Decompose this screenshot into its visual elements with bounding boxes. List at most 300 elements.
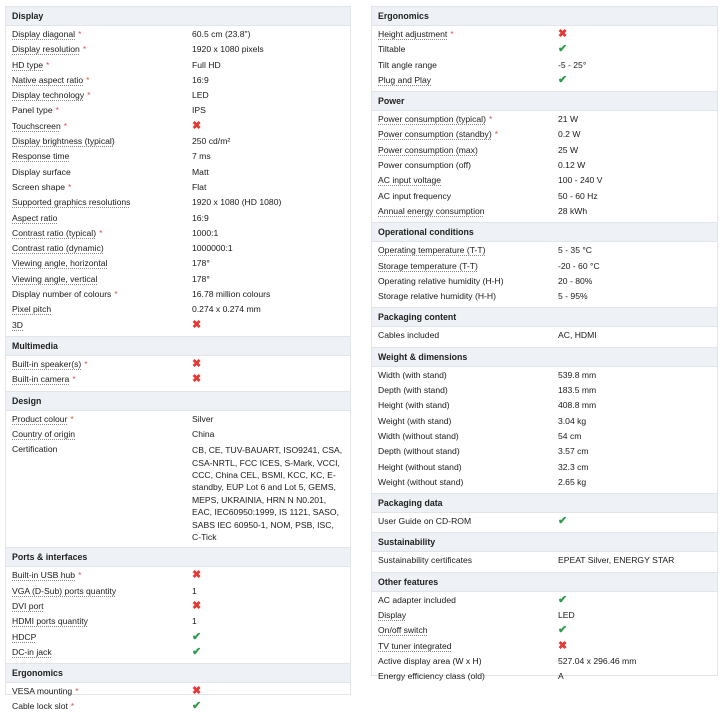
spec-label: Cables included	[378, 330, 440, 341]
spec-label[interactable]: DVI port	[12, 600, 44, 611]
spec-label-cell	[6, 287, 192, 302]
spec-row	[6, 272, 350, 287]
spec-label-cell	[6, 119, 192, 134]
spec-row	[372, 475, 717, 490]
spec-value: 21 W	[558, 114, 579, 125]
spec-label: Cable lock slot	[12, 701, 68, 712]
spec-label-cell	[6, 412, 192, 427]
spec-label-cell	[6, 427, 192, 442]
required-asterisk: *	[494, 129, 499, 140]
section-heading: Weight & dimensions	[372, 347, 717, 367]
spec-label-cell	[372, 608, 558, 623]
spec-label-cell	[372, 328, 558, 343]
spec-label: Energy efficiency class (old)	[378, 671, 485, 682]
spec-label-cell	[6, 318, 192, 333]
spec-label-cell	[6, 568, 192, 583]
spec-label-cell	[6, 134, 192, 149]
spec-row	[372, 608, 717, 623]
spec-value: 1920 x 1080 (HD 1080)	[192, 197, 282, 208]
spec-value: 408.8 mm	[558, 400, 597, 411]
section-heading: Sustainability	[372, 532, 717, 552]
spec-value: 32.3 cm	[558, 461, 589, 472]
spec-label: Depth (with stand)	[378, 385, 448, 396]
required-asterisk: *	[450, 29, 454, 39]
section-other-features	[372, 572, 717, 688]
spec-value: 1000:1	[192, 227, 219, 238]
spec-row	[6, 287, 350, 302]
spec-label-cell	[372, 259, 558, 274]
required-asterisk: *	[84, 358, 88, 369]
section-sustainability	[372, 532, 717, 571]
spec-row	[6, 58, 350, 73]
spec-value: 16:9	[192, 212, 209, 223]
section-weight-dimensions	[372, 347, 717, 493]
spec-value: 16.78 million colours	[192, 289, 271, 300]
spec-row	[6, 442, 350, 544]
spec-value-icon-cell	[192, 699, 350, 714]
spec-label-cell	[372, 27, 558, 42]
spec-label-cell	[372, 42, 558, 57]
spec-row	[6, 226, 350, 241]
spec-row	[372, 204, 717, 219]
spec-row	[6, 427, 350, 442]
spec-label-cell	[372, 383, 558, 398]
spec-label: Power consumption (off)	[378, 160, 471, 171]
spec-row	[6, 42, 350, 57]
spec-row	[6, 73, 350, 88]
spec-label: Storage relative humidity (H-H)	[378, 291, 496, 302]
spec-label[interactable]: Display diagonal	[12, 29, 76, 39]
spec-row	[6, 568, 350, 583]
spec-label[interactable]: Contrast ratio (dynamic)	[12, 243, 104, 254]
spec-label[interactable]: VGA (D-Sub) ports quantity	[12, 585, 117, 596]
spec-value: 7 ms	[192, 151, 211, 162]
spec-value: 1000000:1	[192, 243, 233, 254]
spec-value: A	[558, 671, 564, 682]
spec-value: 100 - 240 V	[558, 175, 603, 186]
spec-label-cell	[372, 204, 558, 219]
spec-value-icon-cell	[558, 639, 717, 654]
spec-label-cell	[6, 357, 192, 372]
section-heading: Ergonomics	[372, 7, 717, 26]
spec-row	[372, 368, 717, 383]
required-asterisk: *	[75, 686, 79, 697]
spec-value: 0.12 W	[558, 160, 586, 171]
spec-row	[6, 630, 350, 645]
spec-label-cell	[6, 302, 192, 317]
spec-label-cell	[372, 593, 558, 608]
spec-row	[6, 645, 350, 660]
spec-label[interactable]: Display brightness (typical)	[12, 136, 115, 147]
spec-row	[6, 684, 350, 699]
spec-row	[372, 654, 717, 669]
spec-value: 3.57 cm	[558, 446, 589, 457]
spec-value-icon-cell	[558, 27, 717, 42]
spec-row	[372, 143, 717, 158]
spec-row	[6, 195, 350, 210]
spec-row	[6, 614, 350, 629]
spec-value: IPS	[192, 105, 206, 116]
spec-label[interactable]: Native aspect ratio	[12, 74, 84, 85]
spec-value-icon-cell	[192, 645, 350, 660]
spec-row	[6, 584, 350, 599]
spec-label: Width (with stand)	[378, 369, 447, 380]
spec-label-cell	[6, 614, 192, 629]
spec-label-cell	[6, 372, 192, 387]
spec-label[interactable]: HDCP	[12, 631, 37, 642]
spec-value: 50 - 60 Hz	[558, 190, 598, 201]
spec-row	[372, 274, 717, 289]
spec-label-cell	[6, 211, 192, 226]
spec-label-cell	[6, 165, 192, 180]
spec-label[interactable]: Product colour	[12, 413, 68, 424]
spec-row	[6, 241, 350, 256]
spec-value-icon-cell	[558, 514, 717, 529]
spec-value: 0.274 x 0.274 mm	[192, 304, 261, 315]
spec-value: Silver	[192, 413, 214, 424]
check-icon: ✔	[192, 700, 202, 713]
spec-label[interactable]: HD type	[12, 59, 44, 70]
spec-label-cell	[6, 645, 192, 660]
spec-label[interactable]: Contrast ratio (typical)	[12, 227, 97, 238]
required-asterisk: *	[46, 59, 50, 70]
spec-label[interactable]: 3D	[12, 319, 23, 330]
spec-row	[372, 259, 717, 274]
spec-label: Height (with stand)	[378, 400, 450, 411]
spec-row	[372, 127, 717, 142]
spec-label-cell	[372, 158, 558, 173]
cross-icon: ✖	[192, 373, 202, 386]
spec-label[interactable]: Country of origin	[12, 428, 76, 439]
spec-label[interactable]: Storage temperature (T-T)	[378, 260, 478, 271]
required-asterisk: *	[78, 29, 82, 39]
cross-icon: ✖	[558, 28, 568, 40]
spec-label[interactable]: Annual energy consumption	[378, 205, 485, 216]
spec-row	[6, 302, 350, 317]
spec-value: 183.5 mm	[558, 385, 597, 396]
spec-value-icon-cell	[192, 684, 350, 699]
spec-label-cell	[6, 58, 192, 73]
spec-value-icon-cell	[192, 599, 350, 614]
spec-label[interactable]: Viewing angle, vertical	[12, 273, 98, 284]
required-asterisk: *	[72, 374, 76, 385]
spec-row	[6, 211, 350, 226]
spec-row	[372, 553, 717, 568]
spec-label: Width (without stand)	[378, 430, 459, 441]
spec-value: EPEAT Silver, ENERGY STAR	[558, 555, 675, 566]
spec-label: Sustainability certificates	[378, 555, 473, 566]
spec-label: Certification	[12, 444, 58, 455]
section-heading: Display	[6, 7, 350, 26]
spec-value: 60.5 cm (23.8")	[192, 29, 251, 39]
spec-value: 539.8 mm	[558, 369, 597, 380]
spec-label-cell	[372, 398, 558, 413]
required-asterisk: *	[70, 701, 75, 712]
spec-label[interactable]: Built-in camera	[12, 374, 70, 385]
spec-label[interactable]: Power consumption (standby)	[378, 129, 492, 140]
section-ports-interfaces	[6, 547, 350, 663]
spec-label-cell	[6, 584, 192, 599]
spec-value: Matt	[192, 166, 209, 177]
spec-value: China	[192, 428, 215, 439]
spec-label[interactable]: Power consumption (max)	[378, 144, 478, 155]
spec-label-cell	[372, 143, 558, 158]
spec-label: Display surface	[12, 166, 71, 177]
spec-label-cell	[6, 442, 192, 457]
spec-label[interactable]: TV tuner integrated	[378, 640, 452, 651]
spec-label: Operating relative humidity (H-H)	[378, 275, 504, 286]
spec-row	[372, 189, 717, 204]
spec-label-cell	[372, 475, 558, 490]
spec-label-cell	[6, 103, 192, 118]
section-ergonomics	[372, 7, 717, 91]
spec-value: -5 - 25°	[558, 59, 587, 70]
spec-value-icon-cell	[558, 73, 717, 88]
spec-label[interactable]: HDMI ports quantity	[12, 616, 88, 627]
cross-icon: ✖	[192, 599, 202, 612]
spec-row	[372, 623, 717, 638]
section-heading: Ports & interfaces	[6, 547, 350, 567]
spec-label-cell	[372, 444, 558, 459]
spec-label[interactable]: AC input voltage	[378, 175, 442, 186]
section-heading: Power	[372, 91, 717, 111]
spec-label-cell	[372, 429, 558, 444]
spec-row	[372, 514, 717, 529]
required-asterisk: *	[99, 227, 103, 238]
spec-label: Tiltable	[378, 44, 406, 55]
spec-label[interactable]: DC-in jack	[12, 646, 52, 657]
spec-label-cell	[6, 272, 192, 287]
spec-value-icon-cell	[192, 372, 350, 387]
section-heading: Design	[6, 391, 350, 411]
spec-row	[6, 256, 350, 271]
spec-label: Depth (without stand)	[378, 446, 460, 457]
cross-icon: ✖	[192, 569, 202, 582]
spec-label[interactable]: Power consumption (typical)	[378, 114, 486, 125]
spec-label-cell	[6, 73, 192, 88]
section-ergonomics	[6, 663, 350, 718]
spec-value: 28 kWh	[558, 205, 588, 216]
spec-label[interactable]: Operating temperature (T-T)	[378, 245, 486, 256]
spec-row	[372, 173, 717, 188]
spec-label: Weight (without stand)	[378, 476, 464, 487]
spec-value: 5 - 95%	[558, 291, 588, 302]
spec-row	[6, 599, 350, 614]
spec-value: 25 W	[558, 144, 579, 155]
spec-column-right	[371, 6, 718, 682]
spec-row	[372, 383, 717, 398]
spec-value-icon-cell	[192, 318, 350, 333]
spec-value-icon-cell	[558, 42, 717, 57]
check-icon: ✔	[558, 43, 568, 56]
spec-label[interactable]: On/off switch	[378, 625, 428, 636]
spec-label[interactable]: Display technology	[12, 90, 85, 101]
spec-label-cell	[372, 553, 558, 568]
spec-value: Full HD	[192, 59, 221, 70]
spec-value: 3.04 kg	[558, 415, 587, 426]
section-design	[6, 391, 350, 548]
spec-label: Screen shape	[12, 181, 66, 192]
spec-row	[6, 103, 350, 118]
cross-icon: ✖	[192, 119, 202, 132]
spec-value: 1	[192, 585, 197, 596]
spec-label[interactable]: Pixel pitch	[12, 304, 52, 315]
spec-value: CB, CE, TUV-BAUART, ISO9241, CSA, CSA-NRTL, FCC ICES, S-Mark, VCCI, CCC, China CEL, BSMI, KCC, KC, E-standby, EUP Lot 6 and Lot 5, GEMS, MEPS, UKRAINIA, HRN N N0.201, EAC, IEC60950:1999, IS 1121, SASO, SABS IEC 60950-1, NOM, PSB, ISC, C-Tick	[192, 445, 343, 542]
spec-label-cell	[372, 274, 558, 289]
spec-row	[6, 412, 350, 427]
spec-row	[6, 165, 350, 180]
spec-label-cell	[372, 669, 558, 684]
spec-row	[372, 414, 717, 429]
spec-label-cell	[6, 226, 192, 241]
spec-label[interactable]: Touchscreen	[12, 120, 61, 131]
spec-value: 178°	[192, 258, 210, 269]
spec-label-cell	[372, 639, 558, 654]
spec-value: LED	[192, 90, 209, 101]
section-operational-conditions	[372, 222, 717, 307]
spec-value: -20 - 60 °C	[558, 260, 600, 271]
spec-label: AC input frequency	[378, 190, 452, 201]
spec-row	[6, 134, 350, 149]
section-display	[6, 7, 350, 336]
spec-label[interactable]: Built-in speaker(s)	[12, 358, 82, 369]
spec-value: LED	[558, 610, 575, 621]
spec-value-icon-cell	[192, 568, 350, 583]
section-packaging-content	[372, 307, 717, 346]
spec-label-cell	[372, 289, 558, 304]
spec-label-cell	[6, 180, 192, 195]
spec-label: VESA mounting	[12, 686, 73, 697]
spec-row	[372, 328, 717, 343]
spec-row	[6, 372, 350, 387]
spec-row	[372, 58, 717, 73]
spec-label[interactable]: Display	[378, 610, 407, 621]
spec-label-cell	[372, 623, 558, 638]
spec-label[interactable]: Display resolution	[12, 44, 80, 55]
cross-icon: ✖	[192, 685, 202, 698]
spec-label-cell	[6, 256, 192, 271]
section-heading: Multimedia	[6, 336, 350, 356]
spec-row	[372, 27, 717, 42]
spec-value: 2.65 kg	[558, 476, 587, 487]
spec-label[interactable]: Aspect ratio	[12, 212, 58, 223]
spec-row	[6, 88, 350, 103]
spec-label-cell	[6, 88, 192, 103]
spec-value-icon-cell	[558, 623, 717, 638]
spec-row	[6, 318, 350, 333]
check-icon: ✔	[558, 515, 568, 528]
spec-label-cell	[372, 368, 558, 383]
spec-label[interactable]: Plug and Play	[378, 74, 432, 85]
spec-value: AC, HDMI	[558, 330, 597, 341]
spec-value-icon-cell	[192, 357, 350, 372]
required-asterisk: *	[87, 90, 91, 101]
spec-label: AC adapter included	[378, 594, 456, 605]
spec-label-cell	[372, 173, 558, 188]
spec-label[interactable]: Supported graphics resolutions	[12, 197, 131, 208]
section-heading: Packaging data	[372, 493, 717, 513]
spec-label-cell	[372, 112, 558, 127]
spec-row	[6, 699, 350, 714]
spec-row	[372, 444, 717, 459]
section-heading: Operational conditions	[372, 222, 717, 242]
section-packaging-data	[372, 493, 717, 532]
spec-row	[372, 593, 717, 608]
spec-label-cell	[6, 699, 192, 714]
spec-label: Tilt angle range	[378, 59, 437, 70]
spec-label: Weight (with stand)	[378, 415, 452, 426]
spec-label: Display number of colours	[12, 289, 112, 300]
spec-row	[372, 429, 717, 444]
check-icon: ✔	[558, 624, 568, 637]
spec-row	[372, 158, 717, 173]
spec-label[interactable]: Viewing angle, horizontal	[12, 258, 108, 269]
spec-row	[372, 460, 717, 475]
spec-label-cell	[372, 58, 558, 73]
spec-value: 5 - 35 °C	[558, 245, 593, 256]
section-heading: Packaging content	[372, 307, 717, 327]
section-heading: Other features	[372, 572, 717, 592]
section-multimedia	[6, 336, 350, 391]
spec-row	[6, 27, 350, 42]
spec-label[interactable]: Response time	[12, 151, 70, 162]
spec-value-icon-cell	[192, 119, 350, 134]
spec-column-left	[5, 6, 351, 713]
spec-label-cell	[372, 127, 558, 142]
spec-value: 178°	[192, 273, 210, 284]
check-icon: ✔	[558, 73, 568, 86]
required-asterisk: *	[78, 570, 82, 581]
section-heading: Ergonomics	[6, 663, 350, 683]
spec-value: 250 cd/m²	[192, 136, 231, 147]
spec-label-cell	[6, 599, 192, 614]
required-asterisk: *	[488, 114, 493, 125]
spec-row	[372, 289, 717, 304]
spec-label-cell	[6, 195, 192, 210]
spec-value: 1	[192, 616, 197, 627]
spec-row	[372, 243, 717, 258]
spec-label[interactable]: Height adjustment	[378, 29, 448, 39]
required-asterisk: *	[55, 105, 59, 116]
spec-label-cell	[6, 684, 192, 699]
spec-row	[372, 639, 717, 654]
spec-value: 0.2 W	[558, 129, 581, 140]
spec-label[interactable]: Built-in USB hub	[12, 570, 76, 581]
spec-label: User Guide on CD-ROM	[378, 516, 472, 527]
spec-label-cell	[6, 27, 192, 42]
spec-row	[372, 42, 717, 57]
cross-icon: ✖	[558, 639, 568, 652]
spec-label-cell	[372, 414, 558, 429]
spec-row	[372, 669, 717, 684]
spec-row	[372, 112, 717, 127]
spec-label-cell	[372, 243, 558, 258]
spec-value: 16:9	[192, 74, 209, 85]
spec-label-cell	[372, 654, 558, 669]
spec-value-icon-cell	[192, 630, 350, 645]
spec-label: Active display area (W x H)	[378, 655, 482, 666]
required-asterisk: *	[70, 413, 74, 424]
spec-label-cell	[372, 514, 558, 529]
required-asterisk: *	[82, 44, 87, 55]
spec-row	[372, 73, 717, 88]
spec-label-cell	[6, 42, 192, 57]
spec-row	[6, 119, 350, 134]
spec-label-cell	[6, 149, 192, 164]
check-icon: ✔	[192, 645, 202, 658]
section-power	[372, 91, 717, 222]
spec-label-cell	[372, 189, 558, 204]
